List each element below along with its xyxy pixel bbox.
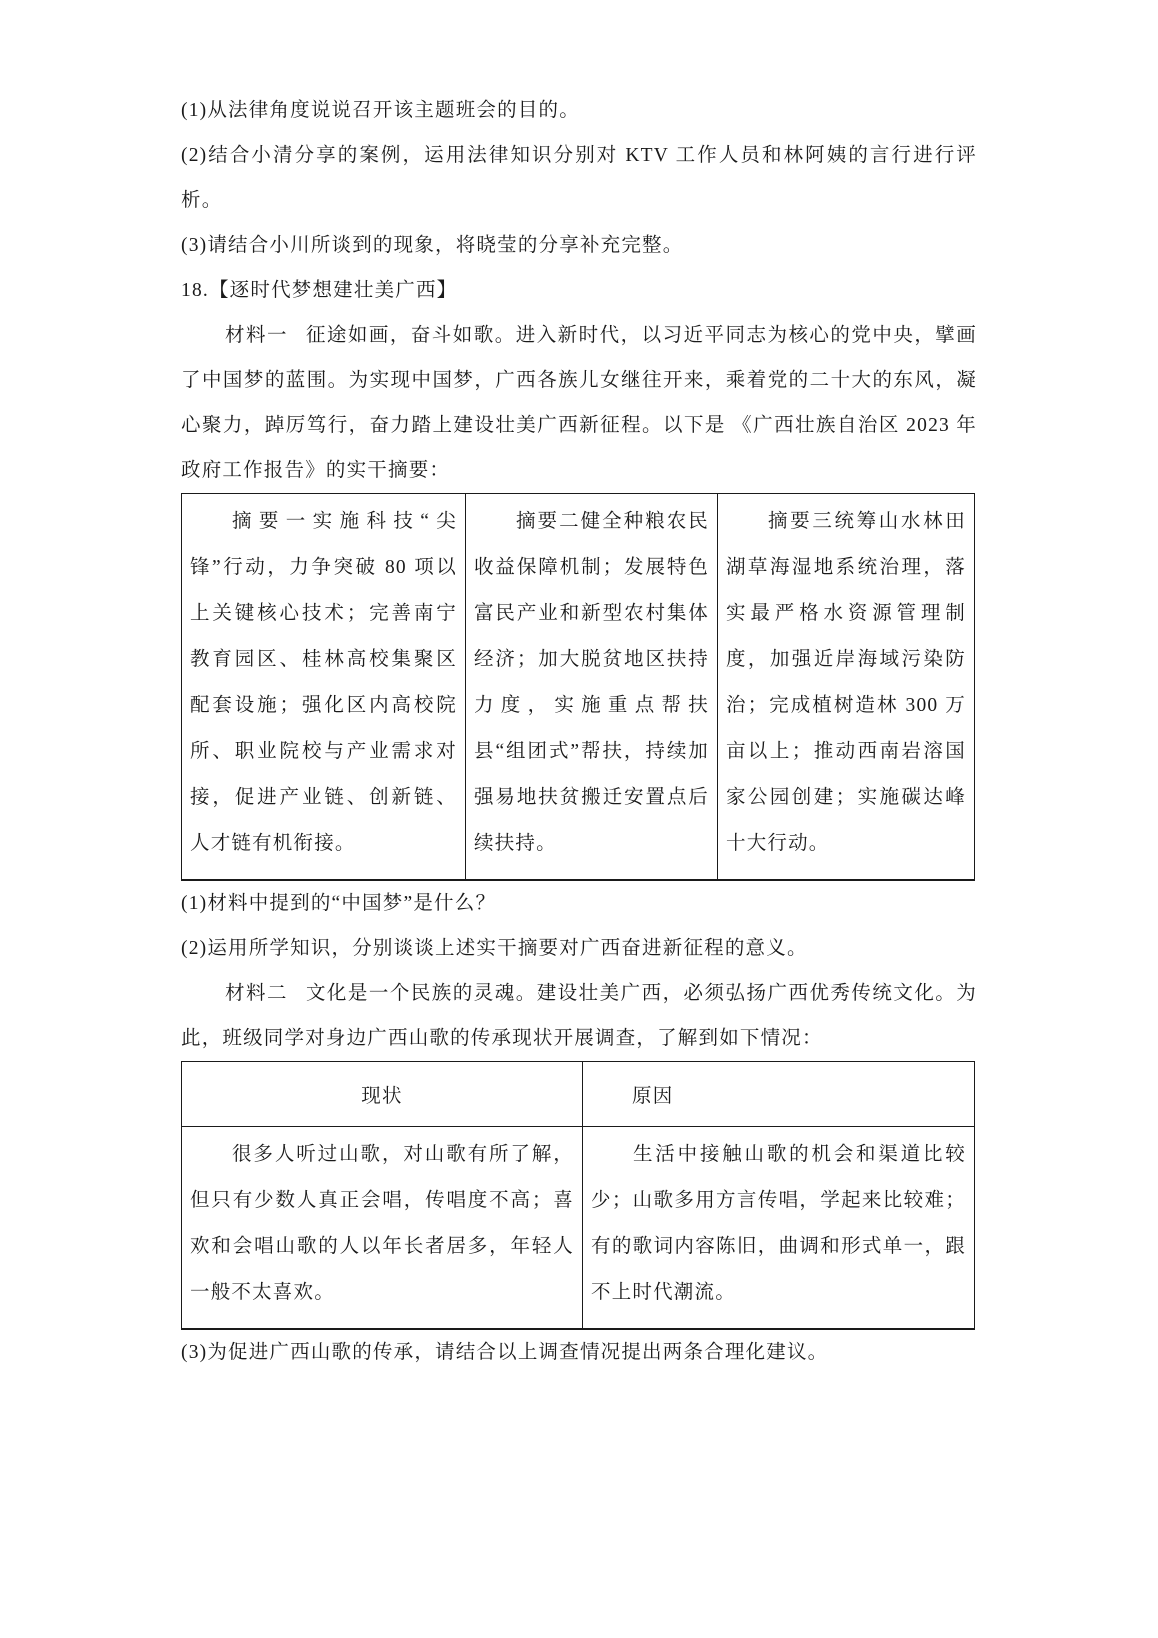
summary-table: [181, 493, 975, 881]
question-18-title: 18.【逐时代梦想建壮美广西】: [181, 280, 458, 301]
survey-table-body-row: [182, 1127, 975, 1330]
summary-cell-2: 摘要二健全种粮农民收益保障机制；发展特色富民产业和新型农村集体经济；加大脱贫地区扶持力度，实施重点帮扶县“组团式”帮扶，持续加强易地扶贫搬迁安置点后续扶持。: [466, 494, 718, 881]
material-1-label: 材料一: [225, 325, 288, 346]
summary-cell-1: 摘要一实施科技“尖锋”行动，力争突破 80 项以上关键核心技术；完善南宁教育园区、桂林高校集聚区配套设施；强化区内高校院所、职业院校与产业需求对接，促进产业链、创新链、人才链有机衔接。: [182, 494, 466, 881]
survey-table-header-row: [182, 1062, 975, 1127]
survey-cell-reason: 生活中接触山歌的机会和渠道比较少；山歌多用方言传唱，学起来比较难；有的歌词内容陈旧，曲调和形式单一，跟不上时代潮流。: [583, 1127, 975, 1330]
question-17-sub2: (2)结合小清分享的案例，运用法律知识分别对 KTV 工作人员和林阿姨的言行进行评析。: [181, 145, 977, 211]
question-18-sub1: (1)材料中提到的“中国梦”是什么？: [181, 893, 497, 914]
material-1-paragraph: [181, 313, 977, 493]
page-content: [181, 0, 977, 1375]
survey-cell-status: 很多人听过山歌，对山歌有所了解，但只有少数人真正会唱，传唱度不高；喜欢和会唱山歌的人以年长者居多，年轻人一般不太喜欢。: [182, 1127, 583, 1330]
question-17-sub3: (3)请结合小川所谈到的现象，将晓莹的分享补充完整。: [181, 235, 684, 256]
question-18-sub2: (2)运用所学知识，分别谈谈上述实干摘要对广西奋进新征程的意义。: [181, 938, 808, 959]
survey-header-status: 现状: [182, 1062, 583, 1127]
material-2-paragraph: [181, 971, 977, 1061]
question-18-sub3: (3)为促进广西山歌的传承，请结合以上调查情况提出两条合理化建议。: [181, 1342, 829, 1363]
summary-table-row: [182, 494, 975, 881]
survey-header-reason: 原因: [583, 1062, 975, 1127]
survey-table: [181, 1061, 975, 1330]
question-17-sub1: (1)从法律角度说说召开该主题班会的目的。: [181, 100, 580, 121]
material-2-label: 材料二: [225, 983, 288, 1004]
material-1-text: 征途如画，奋斗如歌。进入新时代，以习近平同志为核心的党中央，擘画了中国梦的蓝围。为实现中国梦，广西各族儿女继往开来，乘着党的二十大的东风，凝心聚力，踔厉笃行，奋力踏上建设壮美广西新征程。以下是 《广西壮族自治区 2023 年政府工作报告》的实干摘要：: [181, 325, 977, 481]
summary-cell-3: 摘要三统筹山水林田湖草海湿地系统治理，落实最严格水资源管理制度，加强近岸海域污染防治；完成植树造林 300 万亩以上；推动西南岩溶国家公园创建；实施碳达峰十大行动。: [718, 494, 975, 881]
material-2-text: 文化是一个民族的灵魂。建设壮美广西，必须弘扬广西优秀传统文化。为此，班级同学对身边广西山歌的传承现状开展调查，了解到如下情况：: [181, 983, 977, 1049]
